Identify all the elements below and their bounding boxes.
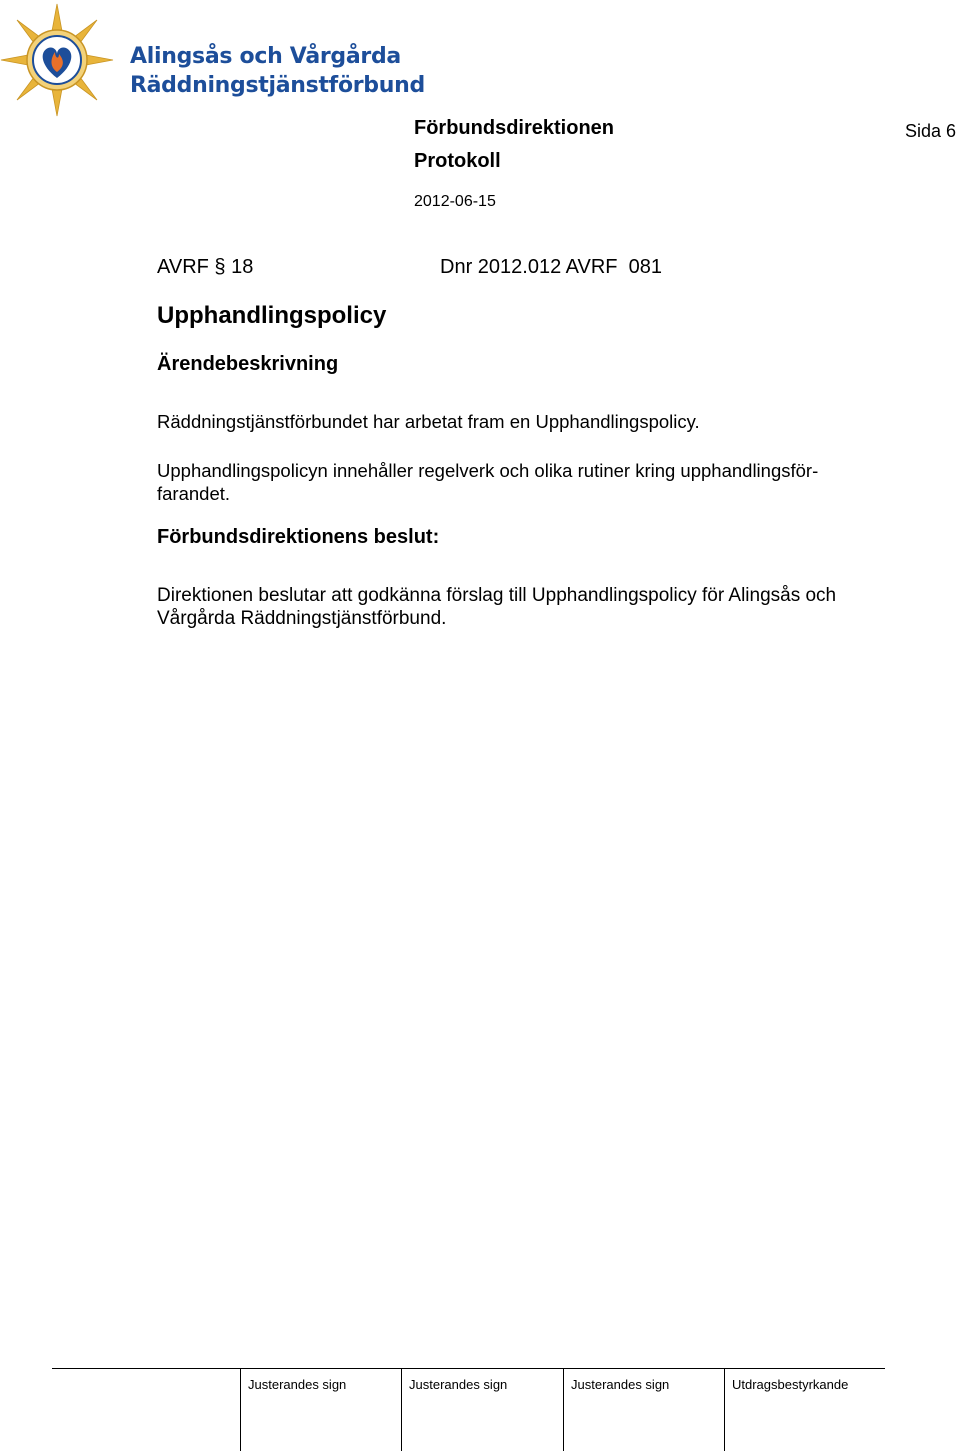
header-organization: Förbundsdirektionen: [414, 117, 614, 139]
logo-text-line2: Räddningstjänstförbund: [130, 73, 425, 98]
footer-column-divider: [240, 1369, 241, 1451]
registration-number: Dnr 2012.012 AVRF 081: [440, 256, 662, 278]
header-date: 2012-06-15: [414, 193, 496, 210]
footer-column-divider: [401, 1369, 402, 1451]
description-heading: Ärendebeskrivning: [157, 353, 339, 375]
description-paragraph-1: Räddningstjänstförbundet har arbetat fram en Upphandlingspolicy.: [157, 411, 700, 432]
footer-divider: [52, 1368, 885, 1369]
decision-paragraph: Direktionen beslutar att godkänna förslag till Upphandlingspolicy för Alingsås och Vårgårda Räddningstjänstförbund.: [157, 585, 837, 629]
organization-logo: [0, 0, 425, 120]
footer-column-divider: [563, 1369, 564, 1451]
certification-label: Utdragsbestyrkande: [732, 1377, 849, 1392]
header-document-type: Protokoll: [414, 150, 501, 172]
section-number: AVRF § 18: [157, 256, 254, 278]
page-number: Sida 6: [905, 121, 957, 141]
signature-label-3: Justerandes sign: [571, 1377, 670, 1392]
footer-column-divider: [724, 1369, 725, 1451]
description-paragraph-2: Upphandlingspolicyn innehåller regelverk och olika rutiner kring upphandlingsför-farandet.: [157, 460, 819, 504]
signature-label-1: Justerandes sign: [248, 1377, 347, 1392]
fire-rescue-star-emblem-icon: [0, 0, 120, 120]
logo-text-line1: Alingsås och Vårgårda: [130, 44, 401, 69]
decision-heading: Förbundsdirektionens beslut:: [157, 526, 440, 548]
case-title: Upphandlingspolicy: [157, 302, 387, 329]
signature-label-2: Justerandes sign: [409, 1377, 508, 1392]
